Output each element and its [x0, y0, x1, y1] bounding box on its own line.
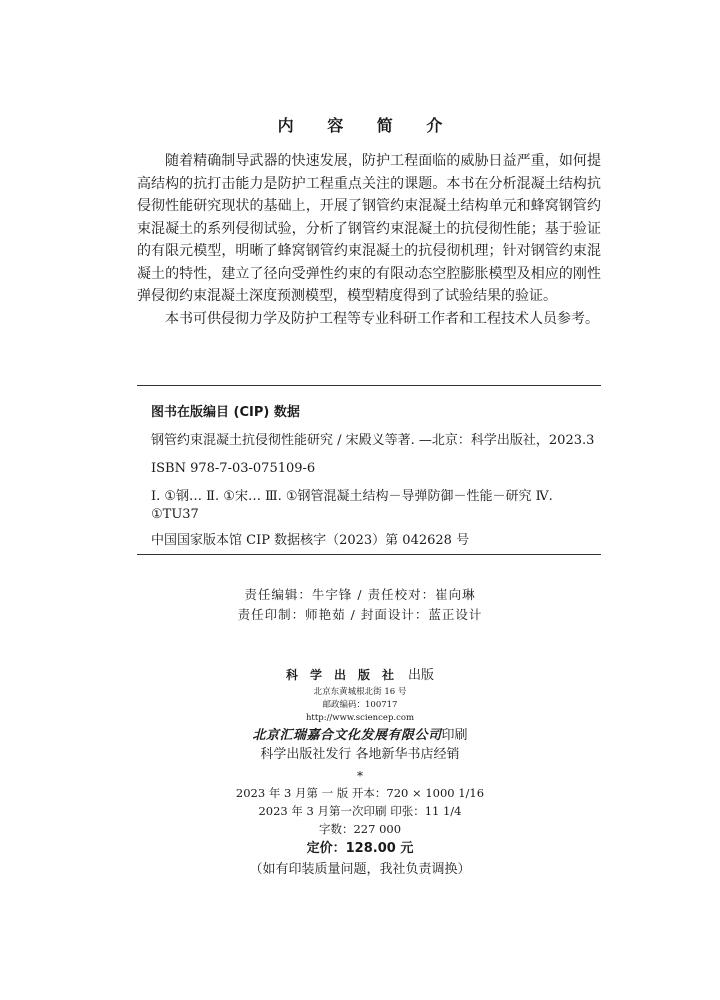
edition-info: 2023 年 3 月第 一 版 开本：720 × 1000 1/16 [235, 786, 485, 800]
quality-notice: （如有印装质量问题，我社负责调换） [249, 862, 471, 877]
credits-line: 责任印制：师艳茹 / 封面设计：蓝正设计 [237, 607, 483, 622]
editorial-credits [0, 585, 720, 625]
publisher-address: 北京东黄城根北街 16 号 [313, 687, 407, 697]
print-info: 2023 年 3 月第一次印刷 印张：11 1/4 [258, 804, 462, 818]
summary-paragraph: 本书可供侵彻力学及防护工程等专业科研工作者和工程技术人员参考。 [165, 310, 599, 327]
summary-title: 内 容 简 介 [277, 116, 457, 135]
publisher-postcode: 邮政编码：100717 [322, 700, 398, 710]
summary-body [137, 150, 601, 330]
distribution-line: 科学出版社发行 各地新华书店经销 [260, 747, 460, 762]
colophon [0, 665, 720, 880]
publisher-logo: 科学出版社 [285, 668, 406, 682]
publisher-website: http://www.sciencep.com [305, 713, 415, 723]
cip-description: 钢管约束混凝土抗侵彻性能研究 / 宋殿义等著. —北京：科学出版社，2023.3 [151, 433, 595, 448]
publisher-line [0, 665, 720, 686]
price: 定价：128.00 元 [306, 841, 414, 856]
printer-suffix: 印刷 [441, 728, 468, 743]
publisher-suffix: 出版 [408, 668, 435, 683]
printer-logo: 北京汇瑞嘉合文化发展有限公司 [252, 728, 442, 743]
printer-line [0, 727, 720, 745]
summary-paragraph: 随着精确制导武器的快速发展，防护工程面临的威胁日益严重，如何提高结构的抗打击能力是防护工程重点关注的课题。本书在分析混凝土结构抗侵彻性能研究现状的基础上，开展了钢管约束混凝土结构单元和蜂窝钢管约束混凝土的系列侵彻试验，分析了钢管约束混凝土的抗侵彻性能；基于验证的有限元模型，明晰了蜂窝钢管约束混凝土的抗侵彻机理；针对钢管约束混凝土的特性，建立了径向受弹性约束的有限动态空腔膨胀模型及相应的刚性弹侵彻约束混凝土深度预测模型，模型精度得到了试验结果的验证。 [137, 153, 601, 304]
cip-data-block [137, 385, 601, 555]
cip-classification: Ⅰ. ①钢… Ⅱ. ①宋… Ⅲ. ①钢管混凝土结构－导弹防御－性能－研究 Ⅳ. ①TU37 [151, 489, 553, 522]
cip-header: 图书在版编目 (CIP) 数据 [151, 405, 300, 420]
word-count: 字数：227 000 [318, 822, 402, 836]
cip-isbn: ISBN 978-7-03-075109-6 [151, 461, 316, 476]
cip-record-number: 中国国家版本馆 CIP 数据核字（2023）第 042628 号 [137, 532, 601, 555]
credits-line: 责任编辑：牛宇锋 / 责任校对：崔向琳 [244, 587, 476, 602]
star-divider: * [357, 769, 363, 783]
